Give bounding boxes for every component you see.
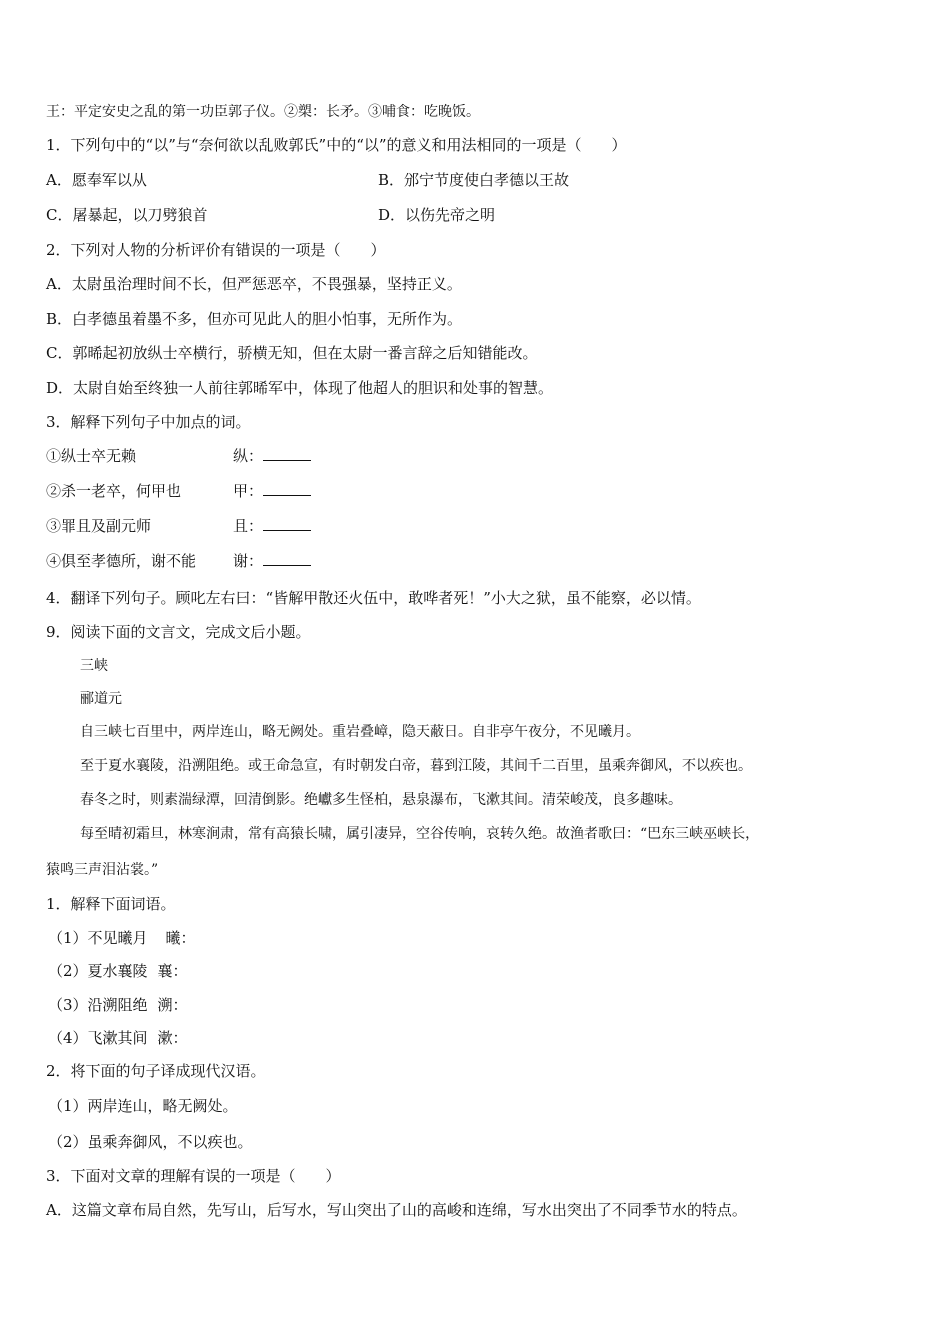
s1-item bbox=[48, 995, 188, 1015]
q3-item-label: 谢： bbox=[233, 552, 264, 570]
q3-item-answer bbox=[233, 516, 311, 536]
s1-item-phrase: （1）不见曦月 bbox=[48, 929, 148, 947]
s1-item bbox=[48, 961, 188, 981]
s2-item: （2）虽乘奔御风，不以疾也。 bbox=[48, 1133, 253, 1151]
s2-item: （1）两岸连山，略无阙处。 bbox=[48, 1097, 238, 1115]
passage-author: 郦道元 bbox=[80, 691, 122, 707]
footnote-line: 王：平定安史之乱的第一功臣郭子仪。②槊：长矛。③哺食：吃晚饭。 bbox=[46, 104, 480, 120]
passage-paragraph: 至于夏水襄陵，沿溯阻绝。或王命急宣，有时朝发白帝，暮到江陵，其间千二百里，虽乘奔御风，不以疾也。 bbox=[80, 758, 752, 774]
answer-blank[interactable] bbox=[263, 516, 311, 531]
passage-paragraph: 自三峡七百里中，两岸连山，略无阙处。重岩叠嶂，隐天蔽日。自非亭午夜分，不见曦月。 bbox=[80, 724, 640, 740]
s1-item-phrase: （4）飞漱其间 bbox=[48, 1029, 148, 1047]
passage-paragraph-continued: 猿鸣三声泪沾裳。” bbox=[46, 862, 159, 878]
q3-item-sentence: ②杀一老卒，何甲也 bbox=[46, 482, 182, 500]
s1-item bbox=[48, 1028, 188, 1048]
q3-item-label: 纵： bbox=[233, 447, 264, 465]
q2-option-b: B．白孝德虽着墨不多，但亦可见此人的胆小怕事，无所作为。 bbox=[46, 310, 463, 328]
s3-stem: 3．下面对文章的理解有误的一项是（ ） bbox=[46, 1167, 341, 1185]
s1-item-term: 襄： bbox=[157, 962, 188, 980]
answer-blank[interactable] bbox=[263, 551, 311, 566]
passage-paragraph: 每至晴初霜旦，林寒涧肃，常有高猿长啸，属引凄异，空谷传响，哀转久绝。故渔者歌曰：“巴东三峡巫峡长， bbox=[80, 826, 760, 842]
q3-item-answer bbox=[233, 551, 311, 571]
q1-option-a: A．愿奉军以从 bbox=[46, 171, 147, 189]
answer-blank[interactable] bbox=[263, 446, 311, 461]
q3-item-label: 且： bbox=[233, 517, 264, 535]
passage-title: 三峡 bbox=[80, 658, 108, 674]
q3-item-label: 甲： bbox=[233, 482, 264, 500]
s1-item-term: 曦： bbox=[165, 929, 196, 947]
s1-item-term: 漱： bbox=[157, 1029, 188, 1047]
s2-stem: 2．将下面的句子译成现代汉语。 bbox=[46, 1062, 266, 1080]
q1-option-c: C．屠暴起，以刀劈狼首 bbox=[46, 206, 208, 224]
section9-intro: 9．阅读下面的文言文，完成文后小题。 bbox=[46, 623, 311, 641]
q2-option-a: A．太尉虽治理时间不长，但严惩恶卒，不畏强暴，坚持正义。 bbox=[46, 275, 462, 293]
s1-item-phrase: （2）夏水襄陵 bbox=[48, 962, 148, 980]
s1-stem: 1．解释下面词语。 bbox=[46, 895, 176, 913]
q3-item-answer bbox=[233, 446, 311, 466]
s1-item bbox=[48, 928, 196, 948]
q4-line: 4．翻译下列句子。顾叱左右曰：“皆解甲散还火伍中，敢哗者死！”小大之狱，虽不能察，必以情。 bbox=[46, 589, 701, 607]
q3-item-answer bbox=[233, 481, 311, 501]
q1-option-b: B．邠宁节度使白孝德以王故 bbox=[378, 171, 570, 189]
q2-stem: 2．下列对人物的分析评价有错误的一项是（ ） bbox=[46, 241, 386, 259]
q1-stem: 1．下列句中的“以”与“奈何欲以乱败郭氏”中的“以”的意义和用法相同的一项是（ ） bbox=[46, 136, 627, 154]
q1-option-d: D．以伤先帝之明 bbox=[378, 206, 496, 224]
s1-item-term: 溯： bbox=[157, 996, 188, 1014]
q3-item-sentence: ①纵士卒无赖 bbox=[46, 447, 137, 465]
s1-item-phrase: （3）沿溯阻绝 bbox=[48, 996, 148, 1014]
q2-option-d: D．太尉自始至终独一人前往郭晞军中，体现了他超人的胆识和处事的智慧。 bbox=[46, 379, 554, 397]
passage-paragraph: 春冬之时，则素湍绿潭，回清倒影。绝巘多生怪柏，悬泉瀑布，飞漱其间。清荣峻茂，良多趣味。 bbox=[80, 792, 682, 808]
s3-option-a: A．这篇文章布局自然，先写山，后写水，写山突出了山的高峻和连绵，写水出突出了不同季节水的特点。 bbox=[46, 1201, 747, 1219]
q3-stem: 3．解释下列句子中加点的词。 bbox=[46, 413, 251, 431]
answer-blank[interactable] bbox=[263, 481, 311, 496]
q2-option-c: C．郭晞起初放纵士卒横行，骄横无知，但在太尉一番言辞之后知错能改。 bbox=[46, 344, 538, 362]
q3-item-sentence: ③罪且及副元师 bbox=[46, 517, 152, 535]
q3-item-sentence: ④俱至孝德所，谢不能 bbox=[46, 552, 197, 570]
